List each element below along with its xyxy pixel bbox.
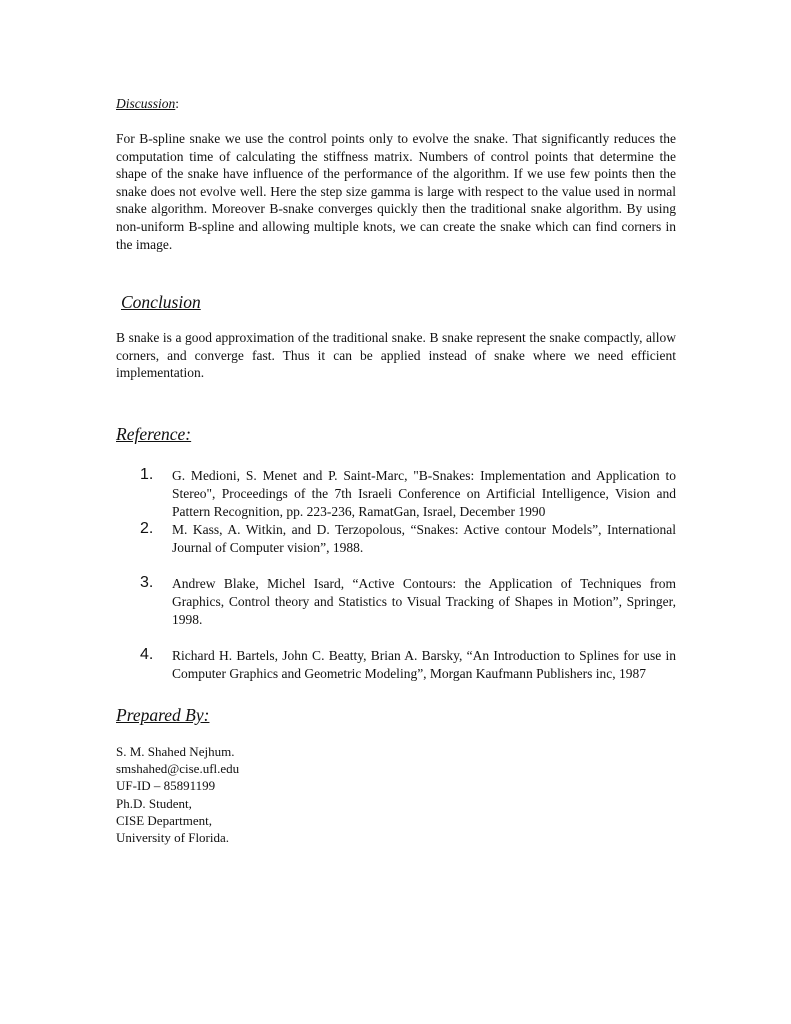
author-title: Ph.D. Student, (116, 795, 192, 811)
author-id: UF-ID – 85891199 (116, 778, 216, 794)
author-university: University of Florida. (116, 829, 230, 845)
author-email: smshahed@cise.ufl.edu (116, 761, 240, 777)
conclusion-heading: Conclusion (121, 292, 201, 313)
reference-text: Andrew Blake, Michel Isard, “Active Contours: the Application of Techniques from Graphics, Control theory and Statistics to Visual Tracking of Shapes in Motion”, Springer, 1998. (172, 575, 676, 627)
discussion-heading: Discussion (116, 96, 176, 111)
author-block (116, 743, 676, 846)
discussion-body: For B-spline snake we use the control points only to evolve the snake. That significantly reduces the computation time of calculating the stiffness matrix. Numbers of control points that determine the shape of the snake have influence of the performance of the algorithm. If we use few points then the snake does not evolve well. Here the step size gamma is large with respect to the value used in normal snake algorithm. Moreover B-snake converges quickly then the traditional snake algorithm. By using non-uniform B-spline and allowing multiple knots, we can create the snake which can find corners in the image. (116, 131, 676, 252)
reference-number: 3. (140, 573, 154, 591)
prepared-heading: Prepared By: (116, 704, 210, 725)
reference-number: 1. (140, 465, 154, 483)
reference-text: Richard H. Bartels, John C. Beatty, Brian A. Barsky, “An Introduction to Splines for use in Computer Graphics and Geometric Modeling”, Morgan Kaufmann Publishers inc, 1987 (172, 647, 676, 681)
discussion-heading-colon: : (175, 96, 180, 111)
reference-number: 2. (140, 519, 154, 537)
discussion-heading-line (116, 95, 676, 113)
document-page (116, 95, 676, 846)
reference-item (116, 647, 676, 683)
author-name: S. M. Shahed Nejhum. (116, 743, 235, 759)
reference-heading: Reference: (116, 423, 192, 444)
reference-list (116, 467, 676, 683)
reference-text: G. Medioni, S. Menet and P. Saint-Marc, "B-Snakes: Implementation and Application to Stereo", Proceedings of the 7th Israeli Conference on Artificial Intelligence, Vision and Pattern Recognition, pp. 223-236, RamatGan, Israel, December 1990 (172, 467, 676, 519)
reference-item (116, 521, 676, 557)
reference-item (116, 467, 676, 521)
reference-item (116, 575, 676, 629)
conclusion-body: B snake is a good approximation of the traditional snake. B snake represent the snake compactly, allow corners, and converge fast. Thus it can be applied instead of snake where we need efficient implementation. (116, 330, 676, 381)
author-department: CISE Department, (116, 812, 213, 828)
reference-number: 4. (140, 645, 154, 663)
reference-text: M. Kass, A. Witkin, and D. Terzopolous, “Snakes: Active contour Models”, International Journal of Computer vision”, 1988. (172, 521, 676, 555)
